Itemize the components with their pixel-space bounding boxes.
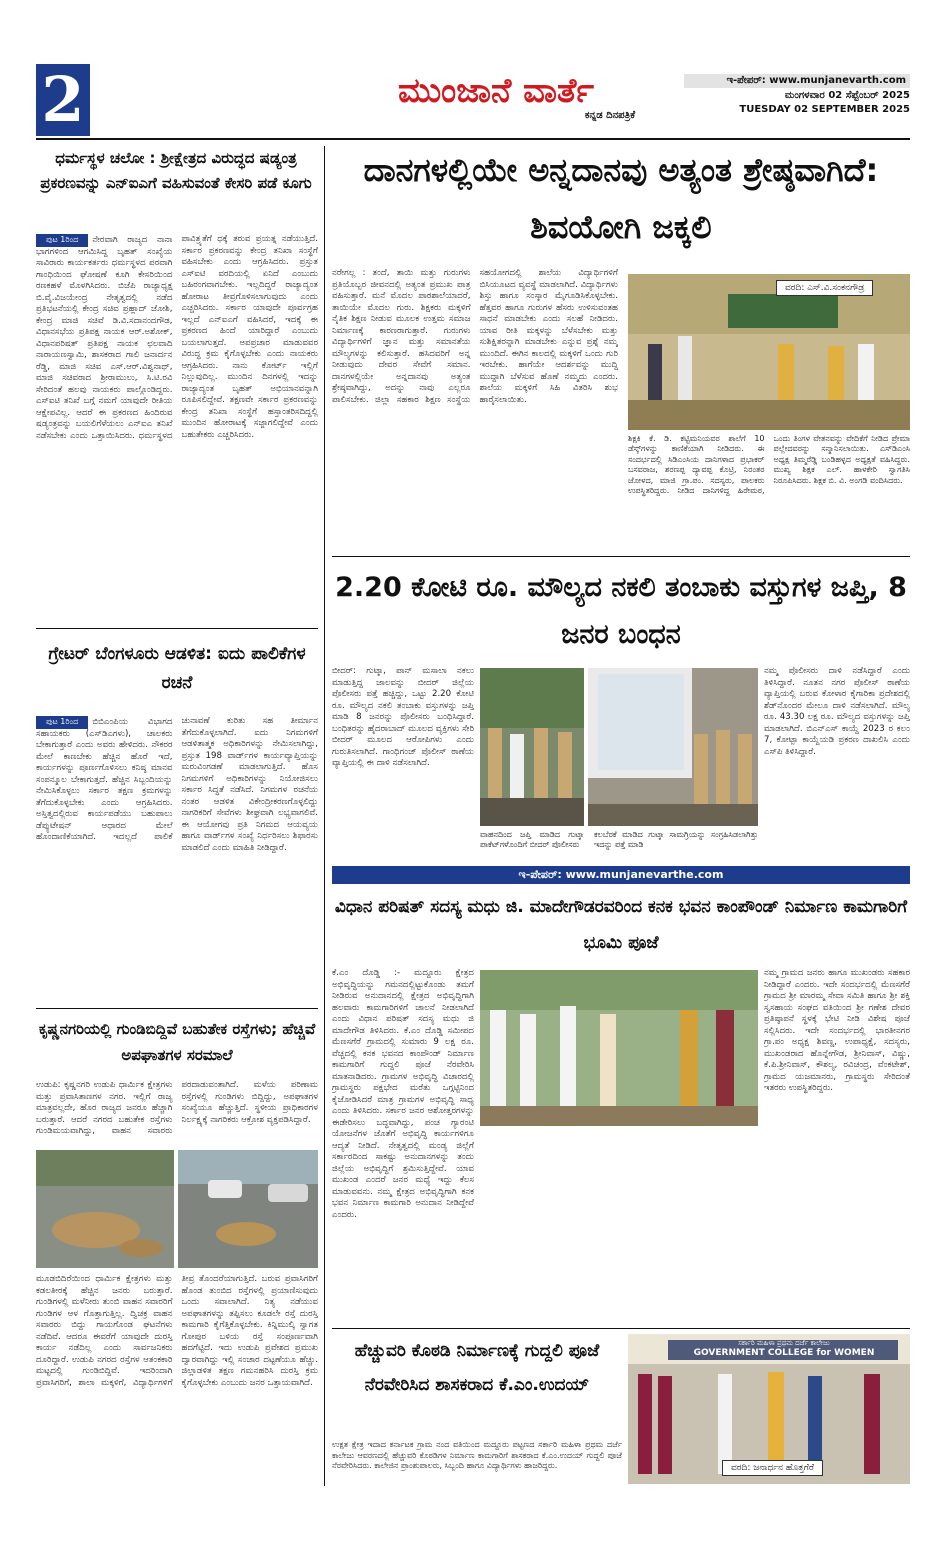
story5-body: ಬೀದರ್: ಗುಟ್ಕಾ, ಪಾನ್ ಮಸಾಲಾ ನಕಲು ಮಾಡುತ್ತಿದ್ದ ಜಾಲವನ್ನು ಬೀದರ್ ಜಿಲ್ಲೆಯ ಪೊಲೀಸರು ಪತ್ತೆ ಹಚ್ಚಿದ್ದು, ಒಟ್ಟು 2.20 ಕೋಟಿ ರೂ. ಮೌಲ್ಯದ ನಕಲಿ ತಂಬಾಕು ವಸ್ತುಗಳನ್ನು ಜಪ್ತಿ ಮಾಡಿ 8 ಜನರನ್ನು ಪೊಲೀಸರು ಬಂಧಿಸಿದ್ದಾರೆ. ಬಂಧಿತರನ್ನು ಹೈದರಾಬಾದ್ ಮೂಲದ ವ್ಯಕ್ತಿಗಳು ಸೇರಿ ಬೀದರ್ ಮೂಲದ ಆರೋಪಿಗಳು ಎಂದು ಗುರುತಿಸಲಾಗಿದೆ. ಗಾಂಧಿಗಂಜ್ ಪೊಲೀಸ್ ಠಾಣೆಯ ವ್ಯಾಪ್ತಿಯಲ್ಲಿ ಈ ದಾಳಿ ನಡೆಸಲಾಗಿದೆ. <box>332 666 474 769</box>
story4-rule <box>332 556 910 557</box>
story5-headline: 2.20 ಕೋಟಿ ರೂ. ಮೌಲ್ಯದ ನಕಲಿ ತಂಬಾಕು ವಸ್ತುಗಳ ಜಪ್ತಿ, 8 ಜನರ ಬಂಧನ <box>335 572 907 651</box>
story2-rule <box>36 1008 318 1009</box>
story7-photo-credit: ವರದಿ: ಜನಾರ್ಧನ ಹೊತ್ತಗೆರೆ <box>722 1460 823 1476</box>
story1-text: ನೇರವಾಗಿ ರಾಜ್ಯದ ನಾನಾ ಭಾಗಗಳಿಂದ ಆಗಮಿಸಿದ್ದ ಬೃಹತ್ ಸಂಖ್ಯೆಯ ಸಾವಿರಾರು ಕಾರ್ಯಕರ್ತರು ಧರ್ಮಸ್ಥಳದ ಪರವಾಗಿ ಗಾಂಧಿಯಿಂದ ಘೋಷಣೆ ಕೂಗಿ ಕೇಸರಿಯಿಂದ ರಣಕಹಳೆ ಮೊಳಗಿಸಿದರು. ಬಿಜೆಪಿ ರಾಜ್ಯಾಧ್ಯಕ್ಷ ಬಿ.ವೈ.ವಿಜಯೇಂದ್ರ ನೇತೃತ್ವದಲ್ಲಿ ನಡೆದ ಪ್ರತಿಭಟನೆಯಲ್ಲಿ ಕೇಂದ್ರ ಸಚಿವ ಪ್ರಹ್ಲಾದ್ ಜೋಶಿ, ಕೇಂದ್ರ ಮಾಜಿ ಸಚಿವೆ ಡಿ.ವಿ.ಸದಾನಂದಗೌಡ, ವಿಧಾನಸಭೆಯ ಪ್ರತಿಪಕ್ಷ ನಾಯಕ ಆರ್.ಅಶೋಕ್, ವಿಧಾನಪರಿಷತ್ ಪ್ರತಿಪಕ್ಷ ನಾಯಕ ಛಲವಾದಿ ನಾರಾಯಣಸ್ವಾಮಿ, ಶಾಸಕರಾದ ಗಾಲಿ ಜನಾರ್ದನ ರೆಡ್ಡಿ, ಮಾಜಿ ಸಚಿವ ಎಸ್.ಆರ್.ವಿಶ್ವನಾಥ್, ಮಾಜಿ ಸಚಿವರಾದ ಶ್ರೀರಾಮುಲು, ಸಿ.ಟಿ.ರವಿ ಸೇರಿದಂತೆ ಹಲವು ನಾಯಕರು ಪಾಲ್ಗೊಂಡಿದ್ದರು. ಎಸ್‌ಐಟಿ ತನಿಖೆ ಬಗ್ಗೆ ನಮಗೆ ಯಾವುದೇ ರೀತಿಯ ಆಕ್ಷೇಪವಿಲ್ಲ. ಆದರೆ ಈ ಪ್ರಕರಣದ ಹಿಂದಿರುವ ಷಡ್ಯಂತ್ರವನ್ನು ಬಯಲಿಗೆಳೆಯಲು ಎನ್‌ಐಎ ತನಿಖೆ ನಡೆಸಬೇಕು ಎಂದು ಒತ್ತಾಯಿಸಿದರು. ಧರ್ಮಸ್ಥಳದ ಪಾವಿತ್ರ್ಯತೆಗೆ ಧಕ್ಕೆ ತರುವ ಪ್ರಯತ್ನ ನಡೆಯುತ್ತಿದೆ. ಸರ್ಕಾರ ಪ್ರಕರಣವನ್ನು ಕೇಂದ್ರ ತನಿಖಾ ಸಂಸ್ಥೆಗೆ ವಹಿಸಬೇಕು ಎಂದು ಆಗ್ರಹಿಸಿದರು. ಪ್ರಸ್ತುತ ಎಸ್‌ಐಟಿ ವರದಿಯಲ್ಲಿ ಏನಿದೆ ಎಂಬುದು ಬಹಿರಂಗವಾಗಬೇಕು. ಇಲ್ಲದಿದ್ದರೆ ರಾಜ್ಯಾದ್ಯಂತ ಹೋರಾಟ ತೀವ್ರಗೊಳಿಸಲಾಗುವುದು ಎಂದು ಎಚ್ಚರಿಸಿದರು. ಸರ್ಕಾರ ಯಾವುದೇ ಪೂರ್ವಗ್ರಹ ಇಲ್ಲದೆ ಎನ್‌ಐಎಗೆ ವಹಿಸಿದರೆ, ಇದಕ್ಕೆ ಈ ಪ್ರಕರಣದ ಹಿಂದೆ ಯಾರಿದ್ದಾರೆ ಎಂಬುದು ಬಯಲಾಗುತ್ತದೆ. ಅಪಪ್ರಚಾರ ಮಾಡುವವರ ವಿರುದ್ಧ ಕ್ರಮ ಕೈಗೊಳ್ಳಬೇಕು ಎಂದು ನಾಯಕರು ಆಗ್ರಹಿಸಿದರು. ನಾನು ಕೋರ್ಟ್ ಇಲ್ಲಿಗೆ ನಿಲ್ಲುವುದಿಲ್ಲ. ಮುಂದಿನ ದಿನಗಳಲ್ಲಿ ಇದನ್ನು ರಾಜ್ಯಾದ್ಯಂತ ಬೃಹತ್ ಅಭಿಯಾನವನ್ನಾಗಿ ರೂಪಿಸಲಿದ್ದೇವೆ. ತಕ್ಷಣವೇ ಸರ್ಕಾರ ಪ್ರಕರಣವನ್ನು ಕೇಂದ್ರ ತನಿಖಾ ಸಂಸ್ಥೆಗೆ ಹಸ್ತಾಂತರಿಸದಿದ್ದಲ್ಲಿ ಮುಂದಿನ ಹೋರಾಟಕ್ಕೆ ಸಜ್ಜಾಗಲಿದ್ದೇವೆ ಎಂದು ಬಹುತೇಕರು ಎಚ್ಚರಿಸಿದರು. <box>36 234 318 441</box>
story7-body: ಉಕ್ಷತ ಕ್ಷೇತ್ರ ಇದಾದ ಕರ್ನಾಟಕ ಗ್ರಾಮ ನಂದ ವತಿಯಿಂದ ಮದ್ದೂರು ಪಟ್ಟಣದ ಸರ್ಕಾರಿ ಮಹಿಳಾ ಪ್ರಥಮ ದರ್ಜೆ ಕಾಲೇಜು ಆವರಣದಲ್ಲಿ ಹೆಚ್ಚುವರಿ ಕೊಠಡಿಗಳ ನಿರ್ಮಾಣ ಕಾಮಗಾರಿಗೆ ಶಾಸಕರಾದ ಕೆ.ಎಂ.ಉದಯ್ ಗುದ್ದಲಿ ಪೂಜೆ ನೆರವೇರಿಸಿದರು. ಕಾಲೇಜಿನ ಪ್ರಾಂಶುಪಾಲರು, ಸಿಬ್ಬಂದಿ ಹಾಗೂ ವಿದ್ಯಾರ್ಥಿಗಳು ಹಾಜರಿದ್ದರು. <box>332 1440 622 1471</box>
story7-headline: ಹೆಚ್ಚುವರಿ ಕೊಠಡಿ ನಿರ್ಮಾಣಕ್ಕೆ ಗುದ್ದಲಿ ಪೂಜೆ ನೆರವೇರಿಸಿದ ಶಾಸಕರಾದ ಕೆ.ಎಂ.ಉದಯ್ <box>354 1341 600 1395</box>
column-rule <box>324 146 325 1486</box>
story5-caption-left: ವಾಹನದಿಂದ ಜಪ್ತಿ ಮಾಡಿದ ಗುಟ್ಕಾ ಪಾಕೆಟ್‌ಗಳೊಂದಿಗೆ ಬೀದರ್ ಪೊಲೀಸರು <box>480 830 584 850</box>
story4-body: ನರೇಗಲ್ಲ : ತಂದೆ, ತಾಯಿ ಮತ್ತು ಗುರುಗಳು ಪ್ರತಿಯೊಬ್ಬರ ಜೀವನದಲ್ಲಿ ಅತ್ಯಂತ ಪ್ರಮುಖ ಪಾತ್ರ ವಹಿಸುತ್ತಾರೆ. ಮನೆ ಮೊದಲ ಪಾಠಶಾಲೆಯಾದರೆ, ತಾಯಿಯೇ ಮೊದಲ ಗುರು. ಶಿಕ್ಷಕರು ಮಕ್ಕಳಿಗೆ ನೈತಿಕ ಶಿಕ್ಷಣ ನೀಡುವ ಮೂಲಕ ಉತ್ತಮ ಸಮಾಜ ನಿರ್ಮಾಣಕ್ಕೆ ಕಾರಣರಾಗುತ್ತಾರೆ. ಗುರುಗಳು ವಿದ್ಯಾರ್ಥಿಗಳಿಗೆ ಜ್ಞಾನ ಮತ್ತು ಸಮಾನತೆಯ ಮೌಲ್ಯಗಳನ್ನು ಕಲಿಸುತ್ತಾರೆ. ಹಸಿದವರಿಗೆ ಅನ್ನ ನೀಡುವುದು ದೇವರ ಸೇವೆಗೆ ಸಮಾನ. ದಾನಗಳಲ್ಲಿಯೇ ಅನ್ನದಾನವು ಅತ್ಯಂತ ಶ್ರೇಷ್ಠವಾಗಿದ್ದು, ಅದನ್ನು ನಾವು ಎಲ್ಲರೂ ಪಾಲಿಸಬೇಕು. ಜಿಲ್ಲಾ ಸಹಕಾರ ಶಿಕ್ಷಣ ಸಂಸ್ಥೆಯ ಸಹಯೋಗದಲ್ಲಿ ಶಾಲೆಯ ವಿದ್ಯಾರ್ಥಿಗಳಿಗೆ ಬಿಸಿಯೂಟದ ವ್ಯವಸ್ಥೆ ಮಾಡಲಾಗಿದೆ. ವಿದ್ಯಾರ್ಥಿಗಳು ಶಿಸ್ತು ಹಾಗೂ ಸಂಸ್ಕಾರ ಮೈಗೂಡಿಸಿಕೊಳ್ಳಬೇಕು. ಹೆತ್ತವರ ಹಾಗೂ ಗುರುಗಳ ಹೆಸರು ಉಳಿಸುವಂತಹ ಸಾಧನೆ ಮಾಡಬೇಕು ಎಂದು ಸಲಹೆ ನೀಡಿದರು. ಯಾವ ರೀತಿ ಮಕ್ಕಳನ್ನು ಬೆಳೆಸಬೇಕು ಮತ್ತು ಸುಶಿಕ್ಷಿತರನ್ನಾಗಿ ಮಾಡಬೇಕು ಎನ್ನುವ ಪ್ರಶ್ನೆ ನಮ್ಮ ಮುಂದಿದೆ. ಈಗಿನ ಕಾಲದಲ್ಲಿ ಮಕ್ಕಳಿಗೆ ಒಂದು ಗುರಿ ಇರಬೇಕು. ಹಾಗೆಯೇ ಆದರ್ಶವನ್ನು ಮುದ್ದಿ ಮುದ್ದಾಗಿ ಬೆಳೆಸುವ ಹೊಣೆ ನಮ್ಮದು ಎಂದರು. ಶಾಲೆಯ ಮಕ್ಕಳಿಗೆ ಸಿಹಿ ವಿತರಿಸಿ ಶುಭ ಹಾರೈಸಲಾಯಿತು. <box>332 268 618 405</box>
page-number-box: 2 <box>36 64 90 136</box>
story6-rule <box>332 1328 910 1329</box>
story3-headline: ಕೃಷ್ಣನಗರಿಯಲ್ಲಿ ಗುಂಡಿಬಿದ್ದಿವೆ ಬಹುತೇಕ ರಸ್ತೆಗಳು; ಹೆಚ್ಚಿವೆ ಅಪಘಾತಗಳ ಸರಮಾಲೆ <box>38 1020 316 1065</box>
story7-banner-en: GOVERNMENT COLLEGE for WOMEN <box>693 1348 875 1358</box>
story2-body <box>36 716 318 1008</box>
story1-dateline: ಪುಟ 1ರಿಂದ <box>36 234 88 247</box>
story3-body-top: ಉಡುಪಿ: ಕೃಷ್ಣನಗರಿ ಉಡುಪಿ ಧಾರ್ಮಿಕ ಕ್ಷೇತ್ರಗಳು ಮತ್ತು ಪ್ರವಾಸಿತಾಣಗಳ ನಗರ. ಇಲ್ಲಿಗೆ ರಾಜ್ಯ ಮಾತ್ರವಲ್ಲದೇ, ಹೊರ ರಾಜ್ಯದ ಜನರೂ ಹೆಚ್ಚಾಗಿ ಬರುತ್ತಾರೆ. ಆದರೆ ನಗರದ ಬಹುತೇಕ ರಸ್ತೆಗಳು ಗುಂಡಿಮಯವಾಗಿದ್ದು, ವಾಹನ ಸವಾರರು ಪರದಾಡುವಂತಾಗಿದೆ. ಮಳೆಯ ಪರಿಣಾಮ ರಸ್ತೆಗಳಲ್ಲಿ ಗುಂಡಿಗಳು ಬಿದ್ದಿದ್ದು, ಅಪಘಾತಗಳ ಸಂಖ್ಯೆಯೂ ಹೆಚ್ಚುತ್ತಿದೆ. ಸ್ಥಳೀಯ ಪ್ರಾಧಿಕಾರಗಳ ನಿರ್ಲಕ್ಷ್ಯಕ್ಕೆ ನಾಗರಿಕರು ಆಕ್ರೋಶ ವ್ಯಕ್ತಪಡಿಸಿದ್ದಾರೆ. <box>36 1080 318 1137</box>
masthead-date-kn: ಮಂಗಳವಾರ 02 ಸೆಪ್ಟೆಂಬರ್ 2025 <box>784 90 910 101</box>
masthead-rule <box>36 138 910 140</box>
story5-body-right: ನಮ್ಮ ಪೊಲೀಸರು ದಾಳಿ ನಡೆಸಿದ್ದಾರೆ ಎಂದು ತಿಳಿಸಿದ್ದಾರೆ. ನೂತನ ನಗರ ಪೊಲೀಸ್ ಠಾಣೆಯ ವ್ಯಾಪ್ತಿಯಲ್ಲಿ ಬರುವ ಕೋಳಾರ ಕೈಗಾರಿಕಾ ಪ್ರದೇಶದಲ್ಲಿ ಶೆಡ್‌ನೊಂದರ ಮೇಲೂ ದಾಳಿ ನಡೆಸಲಾಗಿದೆ. ಮೌಲ್ಯ ರೂ. 43.30 ಲಕ್ಷ ರೂ. ಮೌಲ್ಯದ ವಸ್ತುಗಳನ್ನು ಜಪ್ತಿ ಮಾಡಲಾಗಿದೆ. ಬಿಎನ್‌ಎಸ್ ಕಾಯ್ದೆ 2023 ರ ಕಲಂ 7, ಕೋಟ್ಪಾ ಕಾಯ್ದೆಯಡಿ ಪ್ರಕರಣ ದಾಖಲಿಸಿ ಎಂದು ಎಸ್‌ಪಿ ತಿಳಿಸಿದ್ದಾರೆ. <box>764 666 910 757</box>
story3-pothole-photo-right <box>178 1150 318 1268</box>
story2-text: ಬಿಬಿಎಂಪಿಯ ವಿಭಾಗದ ಸಹಾಯಕರು (ಎಸ್‌ಡಿಎಗಳು), ಚಾಲಕರು ಬೇಕಾಗುತ್ತಾರೆ ಎಂದು ಅವರು ಹೇಳಿದರು. ನೌಕರರ ಮೇಲೆ ಕಾಣಬೇಕು ಹೆಚ್ಚಿನ ಹೊರೆ ಇದೆ, ಕಾರ್ಯಗಳನ್ನು ಪೂರ್ಣಗೊಳಿಸಲು ಕನಿಷ್ಠ ಮಾನವ ಸಂಪನ್ಮೂಲ ಬೇಕಾಗುತ್ತದೆ. ಹೆಚ್ಚಿನ ಸಿಬ್ಬಂದಿಯನ್ನು ನೇಮಿಸಿಕೊಳ್ಳಲು ಸರ್ಕಾರ ತಕ್ಷಣ ಕ್ರಮಗಳನ್ನು ತೆಗೆದುಕೊಳ್ಳಬೇಕು ಎಂದು ಆಗ್ರಹಿಸಿದರು. ಅಸ್ತಿತ್ವದಲ್ಲಿರುವ ಕಾರ್ಯಪಡೆಯು ಬಹುಪಾಲು ಡೆಪ್ಯುಟೇಷನ್ ಆಧಾರದ ಮೇಲೆ ಹೊಂದಾಣಿಕೆಯಾಗಿದೆ. ಇದಲ್ಲದೆ ಪಾಲಿಕೆ ಚುನಾವಣೆ ಕುರಿತು ಸಹ ತೀರ್ಮಾನ ತೆಗೆದುಕೊಳ್ಳಲಾಗಿದೆ. ಐದು ನಿಗಮಗಳಿಗೆ ಆಡಳಿತಾತ್ಮಕ ಅಧಿಕಾರಿಗಳನ್ನು ನೇಮಿಸಲಾಗಿದ್ದು, ಪ್ರಸ್ತುತ 198 ವಾರ್ಡ್‌ಗಳ ಕಾರ್ಯವ್ಯಾಪ್ತಿಯನ್ನು ಮರುವಿಂಗಡಣೆ ಮಾಡಲಾಗುತ್ತಿದೆ. ಹೊಸ ನಿಗಮಗಳಿಗೆ ಅಧಿಕಾರಿಗಳನ್ನು ನಿಯೋಜಿಸಲು ಸರ್ಕಾರ ಸಿದ್ಧತೆ ನಡೆಸಿದೆ. ನಿಗಮಗಳ ರಚನೆಯ ನಂತರ ಆಡಳಿತ ವಿಕೇಂದ್ರೀಕರಣಗೊಳ್ಳಲಿದ್ದು ನಾಗರಿಕರಿಗೆ ಸೇವೆಗಳು ಶೀಘ್ರವಾಗಿ ಲಭ್ಯವಾಗಲಿವೆ. ಈ ಆಯೋಗವು ಪ್ರತಿ ನಿಗಮದ ಆಯವ್ಯಯ ಹಾಗೂ ವಾರ್ಡ್‌ಗಳ ಸಂಖ್ಯೆ ನಿರ್ಧರಿಸಲು ಶಿಫಾರಸು ಮಾಡಲಿದೆ ಎಂದು ಮಾಹಿತಿ ನೀಡಿದ್ದಾರೆ. <box>36 716 318 853</box>
story6-body: ಕೆ.ಎಂ ದೊಡ್ಡಿ :- ಮದ್ದೂರು ಕ್ಷೇತ್ರದ ಅಭಿವೃದ್ಧಿಯನ್ನು ಗಮನದಲ್ಲಿಟ್ಟುಕೊಂಡು ತಮಗೆ ನೀಡಿರುವ ಅನುದಾನದಲ್ಲಿ ಕ್ಷೇತ್ರದ ಅಭಿವೃದ್ಧಿಗಾಗಿ ಹಲವಾರು ಕಾಮಗಾರಿಗಳಿಗೆ ಚಾಲನೆ ನೀಡಲಾಗಿದೆ ಎಂದು ವಿಧಾನ ಪರಿಷತ್ ಸದಸ್ಯ ಮಧು ಜಿ ಮಾದೇಗೌಡ ತಿಳಿಸಿದರು. ಕೆ.ಎಂ ದೊಡ್ಡಿ ಸಮೀಪದ ಮೆಣಸಗೆರೆ ಗ್ರಾಮದಲ್ಲಿ ಸುಮಾರು 9 ಲಕ್ಷ ರೂ. ವೆಚ್ಚದಲ್ಲಿ ಕನಕ ಭವನದ ಕಾಂಪೌಂಡ್ ನಿರ್ಮಾಣ ಕಾಮಗಾರಿಗೆ ಗುದ್ದಲಿ ಪೂಜೆ ನೆರವೇರಿಸಿ ಮಾತನಾಡಿದರು. ಗ್ರಾಮಗಳ ಅಭಿವೃದ್ಧಿ ವಿಚಾರದಲ್ಲಿ ಗ್ರಾಮಸ್ಥರು ಪಕ್ಷಭೇದ ಮರೆತು ಒಗ್ಗಟ್ಟಿನಿಂದ ಕೈಜೋಡಿಸಿದರೆ ಮಾತ್ರ ಗ್ರಾಮಗಳ ಅಭಿವೃದ್ಧಿ ಸಾಧ್ಯ ಎಂದು ತಿಳಿಸಿದರು. ಸರ್ಕಾರ ಜನರ ಆಶೋತ್ತರಗಳನ್ನು ಈಡೇರಿಸಲು ಬದ್ಧವಾಗಿದ್ದು, ಪಂಚ ಗ್ಯಾರಂಟಿ ಯೋಜನೆಗಳ ಜೊತೆಗೆ ಅಭಿವೃದ್ಧಿ ಕಾರ್ಯಗಳಿಗೂ ಆದ್ಯತೆ ನೀಡಿದೆ. ನೇತೃತ್ವದಲ್ಲಿ ಮಂಡ್ಯ ಜಿಲ್ಲೆಗೆ ಸರ್ಕಾರದಿಂದ ಸಾಕಷ್ಟು ಅನುದಾನಗಳನ್ನು ತಂದು ಜಿಲ್ಲೆಯ ಅಭಿವೃದ್ಧಿಗೆ ಶ್ರಮಿಸುತ್ತಿದ್ದೇವೆ. ಯಾವ ಮುಖಂಡ ಎಂದರೆ ಜನರ ಮಧ್ಯೆ ಇದ್ದು ಕೆಲಸ ಮಾಡುವವನು. ನಮ್ಮ ಕ್ಷೇತ್ರದ ಅಭಿವೃದ್ಧಿಗಾಗಿ ಕನಕ ಭವನ ನಿರ್ಮಾಣ ಕಾಮಗಾರಿ ಅನುದಾನ ನೀಡಿದ್ದೇವೆ ಎಂದರು. <box>332 968 474 1220</box>
story4-headline: ದಾನಗಳಲ್ಲಿಯೇ ಅನ್ನದಾನವು ಅತ್ಯಂತ ಶ್ರೇಷ್ಠವಾಗಿದೆ: ಶಿವಯೋಗಿ ಜಕ್ಕಲಿ <box>363 151 879 246</box>
story6-photo <box>480 970 758 1126</box>
story6-body-right: ನಮ್ಮ ಗ್ರಾಮದ ಜನರು ಹಾಗೂ ಮುಖಂಡರು ಸಹಕಾರ ನೀಡಿದ್ದಾರೆ ಎಂದರು. ಇದೇ ಸಂದರ್ಭದಲ್ಲಿ ಮೆಣಸಗೆರೆ ಗ್ರಾಮದ ಶ್ರೀ ಮಾರಮ್ಮ ಸೇವಾ ಸಮಿತಿ ಹಾಗೂ ಶ್ರೀ ಶಕ್ತಿ ಸ್ವಸಹಾಯ ಸಂಘದ ವತಿಯಿಂದ ಶ್ರೀ ಗಣೇಶ ದೇವರ ಪ್ರತಿಷ್ಠಾಪನೆ ಸ್ಥಳಕ್ಕೆ ಭೇಟಿ ನೀಡಿ ವಿಶೇಷ ಪೂಜೆ ಸಲ್ಲಿಸಿದರು. ಇದೇ ಸಂದರ್ಭದಲ್ಲಿ ಭಾರತೀನಗರ ಗ್ರಾ.ಪಂ ಅಧ್ಯಕ್ಷ ಶಿವಣ್ಣ, ಉಪಾಧ್ಯಕ್ಷೆ, ಸದಸ್ಯರು, ಮುಖಂಡರಾದ ಹೊನ್ನೇಗೌಡ, ಶ್ರೀನಿವಾಸ್, ವಿಷ್ಣು, ಕೆ.ಪಿ.ಶ್ರೀನಿವಾಸ್, ಕೌಶಲ್ಯ, ರವಿಚಂದ್ರ, ವೆಂಕಟೇಶ್, ಗ್ರಾಮದ ಯಜಮಾನರು, ಗ್ರಾಮಸ್ಥರು ಸೇರಿದಂತೆ ಇತರರು ಉಪಸ್ಥಿತರಿದ್ದರು. <box>764 968 910 1094</box>
logo-text: ಮುಂಜಾನೆ ವಾರ್ತೆ <box>398 71 594 111</box>
story4-caption <box>628 434 910 550</box>
story6-headline: ವಿಧಾನ ಪರಿಷತ್ ಸದಸ್ಯ ಮಧು ಜಿ. ಮಾದೇಗೌಡರವರಿಂದ ಕನಕ ಭವನ ಕಾಂಪೌಂಡ್ ನಿರ್ಮಾಣ ಕಾಮಗಾರಿಗೆ ಭೂಮಿ ಪೂಜೆ <box>334 897 908 953</box>
story3-body-bottom: ಮೂಡಬಿದಿರೆಯಿಂದ ಧಾರ್ಮಿಕ ಕ್ಷೇತ್ರಗಳು ಮತ್ತು ಕಡಲತೀರಕ್ಕೆ ಹೆಚ್ಚಿನ ಜನರು ಬರುತ್ತಾರೆ. ಗುಂಡಿಗಳಲ್ಲಿ ಮಳೆನೀರು ತುಂಬಿ ವಾಹನ ಸವಾರರಿಗೆ ಗುಂಡಿಗಳ ಆಳ ಗೊತ್ತಾಗುತ್ತಿಲ್ಲ. ದ್ವಿಚಕ್ರ ವಾಹನ ಸವಾರರು ಬಿದ್ದು ಗಾಯಗೊಂಡ ಘಟನೆಗಳು ನಡೆದಿವೆ. ಆದರೂ ಈವರೆಗೆ ಯಾವುದೇ ದುರಸ್ತಿ ಕಾರ್ಯ ನಡೆದಿಲ್ಲ ಎಂದು ಸಾರ್ವಜನಿಕರು ದೂರಿದ್ದಾರೆ. ಉಡುಪಿ ನಗರದ ರಸ್ತೆಗಳ ಆತಂಕಕಾರಿ ಮಟ್ಟದಲ್ಲಿ ಗುಂಡಿಬಿದ್ದಿವೆ. ಇದರಿಂದಾಗಿ ಪ್ರವಾಸಿಗರಿಗೆ, ಶಾಲಾ ಮಕ್ಕಳಿಗೆ, ವಿದ್ಯಾರ್ಥಿಗಳಿಗೆ ತೀವ್ರ ತೊಂದರೆಯಾಗುತ್ತಿದೆ. ಬರುವ ಪ್ರವಾಸಿಗರಿಗೆ ಹೊಂಡ ತುಂಬಿದ ರಸ್ತೆಗಳಲ್ಲಿ ಪ್ರಯಾಣಿಸುವುದು ಒಂದು ಸವಾಲಾಗಿದೆ. ನಿತ್ಯ ನಡೆಯುವ ಅಪಘಾತಗಳನ್ನು ತಪ್ಪಿಸಲು ಕೂಡಲೇ ರಸ್ತೆ ದುರಸ್ತಿ ಕಾಮಗಾರಿ ಕೈಗೆತ್ತಿಕೊಳ್ಳಬೇಕು. ಕಿನ್ನಿಮುಲ್ಕಿ ಸ್ವಾಗತ ಗೋಪುರ ಬಳಿಯ ರಸ್ತೆ ಸಂಪೂರ್ಣವಾಗಿ ಹದಗೆಟ್ಟಿದೆ. ಇದು ಉಡುಪಿ ಪ್ರವೇಶದ ಪ್ರಮುಖ ದ್ವಾರವಾಗಿದ್ದು ಇಲ್ಲಿ ಸಂಚಾರ ದಟ್ಟಣೆಯೂ ಹೆಚ್ಚು. ಜಿಲ್ಲಾಡಳಿತ ತಕ್ಷಣ ಗಮನಹರಿಸಿ ದುರಸ್ತಿ ಕ್ರಮ ಕೈಗೊಳ್ಳಬೇಕು ಎಂಬುದು ಜನರ ಒತ್ತಾಯವಾಗಿದೆ. <box>36 1274 318 1388</box>
story4-body-right: ನೀಡಿದ ದಾನಿಗಳಿದ್ದ ಹಿರೇಮಠ, ಒಂದು ತಿಂಗಳ ವೇತನವನ್ನು ವೇದಿಕೆಗೆ ನೀಡಿದ ಪ್ರೇಮಾ ಪಲ್ಲೇದವರನ್ನು ಸನ್ಮಾನಿಸಲಾಯಿತು. ಎಸ್‌ಡಿಎಂಸಿ ಅಧ್ಯಕ್ಷ ತಿಮ್ಮರೆಡ್ಡಿ ಬಂಡಿಹಳ್ಳದ ಅಧ್ಯಕ್ಷತೆ ವಹಿಸಿದ್ದರು. ಮುಖ್ಯ ಶಿಕ್ಷಕ ಎಲ್. ಹಾಳಕೇರಿ ಸ್ವಾಗತಿಸಿ ನಿರೂಪಿಸಿದರು. ಶಿಕ್ಷಕ ಬಿ. ವಿ. ಅಂಗಡಿ ವಂದಿಸಿದರು. <box>677 434 910 495</box>
story5-caption-right: ಕಲಬೆರಕೆ ಮಾಡಿದ ಗುಟ್ಕಾ ಸಾಮಗ್ರಿಯನ್ನು ಸಂಗ್ರಹಿಸಿಡಲಾಗಿತ್ತು ಇದನ್ನು ಪತ್ತೆ ಮಾಡಿ <box>594 830 758 850</box>
story7-banner <box>668 1338 900 1358</box>
masthead-subtitle: ಕನ್ನಡ ದಿನಪತ್ರಿಕೆ <box>584 110 636 121</box>
story2-headline: ಗ್ರೇಟರ್ ಬೆಂಗಳೂರು ಆಡಳಿತ: ಐದು ಪಾಲಿಕೆಗಳ ರಚನೆ <box>48 644 306 693</box>
story1-headline: ಧರ್ಮಸ್ಥಳ ಚಲೋ : ಶ್ರೀಕ್ಷೇತ್ರದ ವಿರುದ್ಧದ ಷಡ್ಯಂತ್ರ ಪ್ರಕರಣವನ್ನು ಎನ್‌ಐಎಗೆ ವಹಿಸುವಂತೆ ಕೇಸರಿ ಪಡೆ ಕೂಗು <box>40 149 312 192</box>
story4-photo-credit: ವರದಿ: ಎಸ್.ವಿ.ಸಂಕನಗೌಡ್ರ <box>776 280 873 296</box>
epaper-divider-bar: ಇ-ಪೇಪರ್: www.munjanevarthe.com <box>332 866 910 884</box>
story5-photo-left <box>480 668 584 826</box>
story5-photo-right <box>588 668 758 826</box>
story2-dateline: ಪುಟ 1ರಿಂದ <box>36 716 88 729</box>
story1-body <box>36 234 318 620</box>
story4-photo <box>628 274 910 430</box>
masthead-epaper: ಇ-ಪೇಪರ್: www.munjanevarth.com <box>684 74 910 88</box>
story1-rule <box>36 628 318 629</box>
story4-caption-text: ಶಿಕ್ಷಕಿ ಕೆ. ಡಿ. ಕಟ್ಟಿಮನಿಯವರ ಶಾಲೆಗೆ 10 ಡೆಸ್ಕ್‌ಗಳನ್ನು ಕಾಣಿಕೆಯಾಗಿ ನೀಡಿದರು. ಈ ಸಂದರ್ಭದಲ್ಲಿ ಸಿಡಿಎಂಸಿಯ ದಾನಿಗಳಾದ ಪ್ರಭಾಕರ್ ಬಸವರಾಜ, ಶರಣಪ್ಪ ದ್ಯಾವಪ್ಪ ಕೊಟ್ರಿ, ನಿರಂತರ ಜೋಳದ, ಮಾಜಿ ಗ್ರಾ.ಪಂ. ಸದಸ್ಯರು, ಪಾಲಕರು ಉಪಸ್ಥಿತರಿದ್ದರು. <box>628 434 765 495</box>
story3-pothole-photo-left <box>36 1150 174 1268</box>
masthead-date-en: TUESDAY 02 SEPTEMBER 2025 <box>739 104 910 115</box>
story7-banner-kn: ಸರ್ಕಾರಿ ಮಹಿಳಾ ಪ್ರಥಮ ದರ್ಜೆ ಕಾಲೇಜು <box>738 1339 830 1347</box>
masthead-logo <box>398 66 668 116</box>
